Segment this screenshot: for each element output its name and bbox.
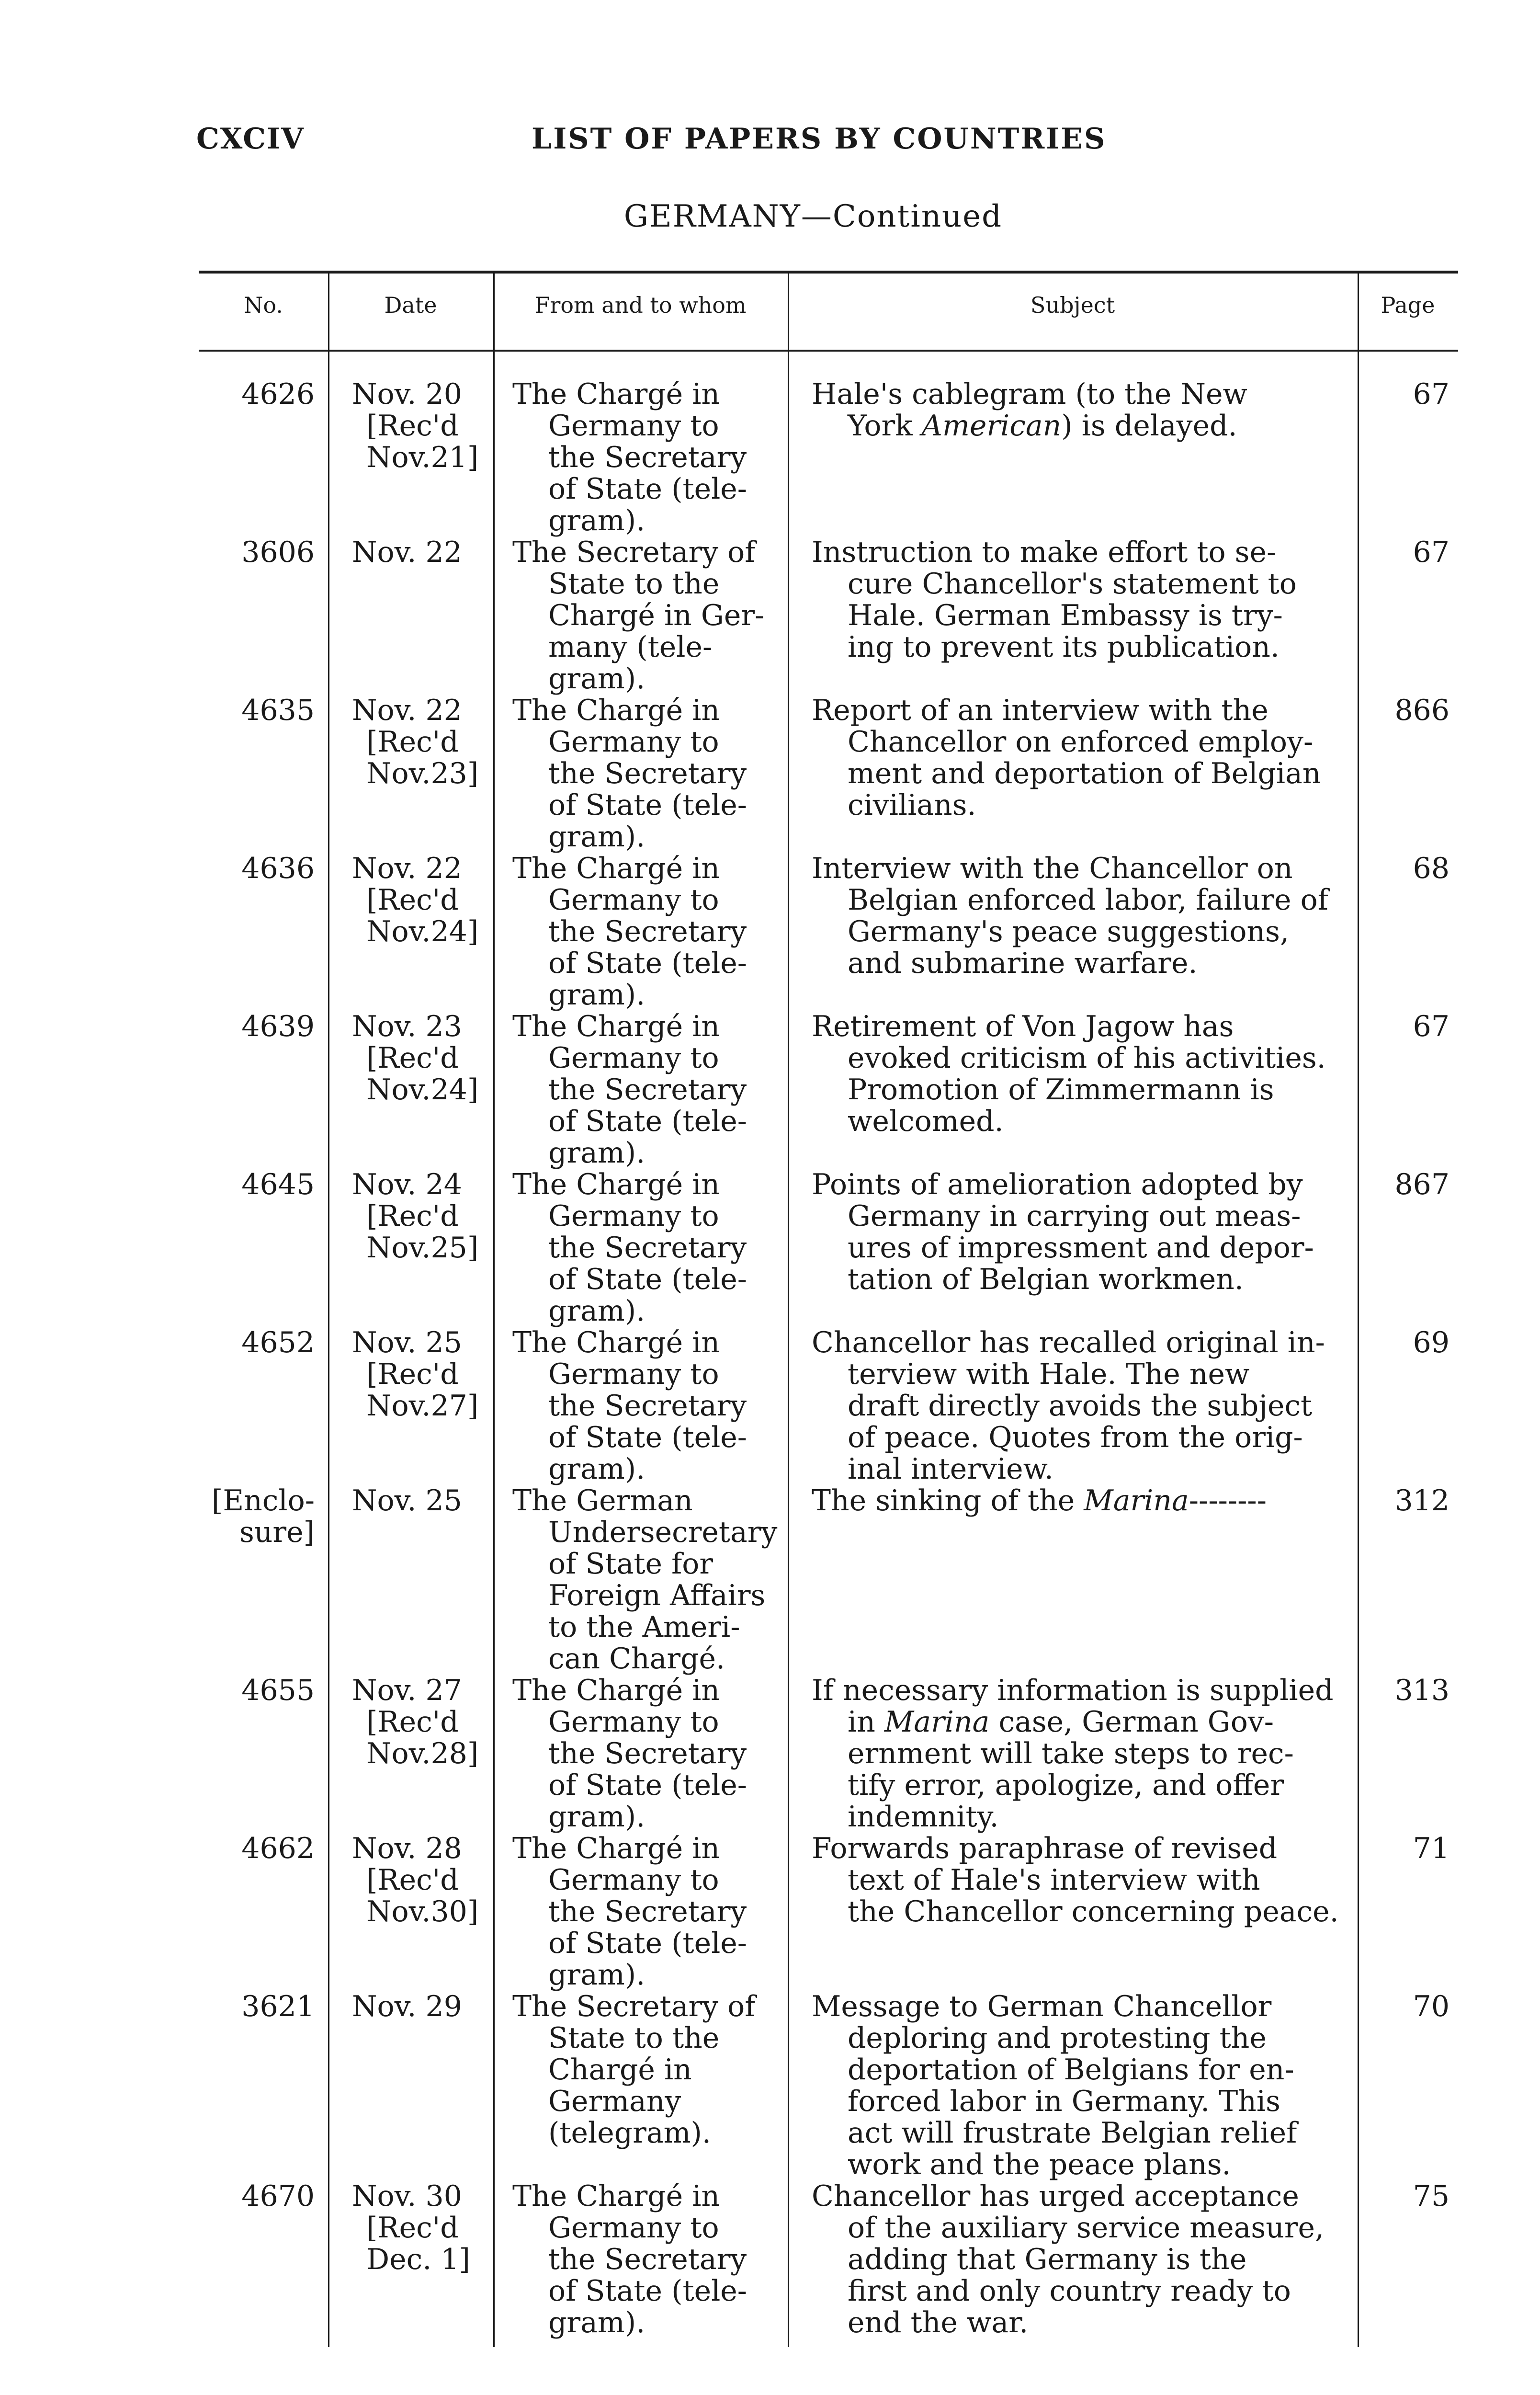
from-line: gram). — [548, 1958, 645, 1992]
subject — [788, 1327, 1358, 1485]
paper-number-text: 4645 — [241, 1168, 315, 1201]
column-header-date: Date — [384, 292, 437, 318]
page-ref-text: 68 — [1413, 852, 1449, 885]
paper-number-text: 4670 — [241, 2179, 315, 2213]
date-line: Nov. 28 — [352, 1832, 462, 1865]
date-line: [Rec'd — [366, 1705, 459, 1739]
page-ref-text: 67 — [1413, 1010, 1449, 1043]
page-ref — [1358, 853, 1458, 1011]
paper-number — [199, 695, 328, 853]
from-line: Germany to — [548, 1199, 719, 1233]
paper-number-text: sure] — [239, 1516, 315, 1549]
paper-date — [328, 1169, 493, 1327]
date-line: Nov. 25 — [352, 1484, 462, 1517]
from-line: of State (tele- — [548, 788, 747, 822]
from-line: State to the — [548, 2021, 720, 2055]
from-line: gram). — [548, 820, 645, 854]
papers-table-body — [199, 378, 1458, 2338]
from-line: of State (tele- — [548, 472, 747, 506]
from-line: The Chargé in — [512, 1674, 720, 1707]
paper-date — [328, 853, 493, 1011]
date-line: Nov. 22 — [352, 694, 462, 727]
subject-line: of the auxiliary service measure, — [848, 2211, 1325, 2245]
paper-number — [199, 1011, 328, 1169]
date-line: [Rec'd — [366, 1199, 459, 1233]
subject-line: Instruction to make effort to se- — [812, 536, 1277, 569]
paper-number — [199, 1833, 328, 1991]
column-header-page: Page — [1381, 292, 1435, 318]
table-row — [199, 1833, 1458, 1991]
page-ref — [1358, 1327, 1458, 1485]
table-top-rule — [199, 271, 1458, 274]
from-to-whom — [493, 1169, 788, 1327]
from-line: of State (tele- — [548, 1263, 747, 1296]
date-line: Nov. 29 — [352, 1990, 462, 2023]
page-ref — [1358, 1169, 1458, 1327]
from-line: Undersecretary — [548, 1516, 778, 1549]
date-line: Nov.28] — [366, 1737, 479, 1770]
from-line: The Chargé in — [512, 377, 720, 411]
date-line: Dec. 1] — [366, 2243, 470, 2276]
paper-number — [199, 1675, 328, 1833]
date-line: Nov.30] — [366, 1895, 479, 1928]
paper-date — [328, 1991, 493, 2180]
date-line: [Rec'd — [366, 409, 459, 443]
from-line: Chargé in Ger- — [548, 599, 765, 632]
page-ref-text: 312 — [1394, 1484, 1449, 1517]
subject-line: If necessary information is supplied — [812, 1674, 1334, 1707]
from-line: of State (tele- — [548, 2274, 747, 2308]
subject-line: Message to German Chancellor — [812, 1990, 1272, 2023]
from-line: Germany — [548, 2085, 681, 2118]
date-line: Nov. 20 — [352, 377, 462, 411]
from-line: The Chargé in — [512, 1326, 720, 1359]
from-line: The Chargé in — [512, 2179, 720, 2213]
from-line: gram). — [548, 2306, 645, 2339]
paper-number-text: 3621 — [241, 1990, 315, 2023]
subject — [788, 853, 1358, 1011]
subject-line: forced labor in Germany. This — [848, 2085, 1280, 2118]
page-header — [196, 122, 1470, 175]
subject — [788, 1011, 1358, 1169]
date-line: Nov. 24 — [352, 1168, 462, 1201]
subject — [788, 1675, 1358, 1833]
from-to-whom — [493, 2180, 788, 2338]
subject-line: terview with Hale. The new — [848, 1357, 1250, 1391]
from-line: Foreign Affairs — [548, 1579, 766, 1612]
page-ref-text: 867 — [1394, 1168, 1449, 1201]
table-row — [199, 1327, 1458, 1485]
table-row — [199, 2180, 1458, 2338]
subject — [788, 1833, 1358, 1991]
from-line: gram). — [548, 1800, 645, 1834]
subject-line: Chancellor has recalled original in- — [812, 1326, 1325, 1359]
page-ref-text: 67 — [1413, 377, 1449, 411]
paper-number-text: 4636 — [241, 852, 315, 885]
page-ref — [1358, 1011, 1458, 1169]
subject-line: act will frustrate Belgian relief — [848, 2116, 1297, 2150]
subject-line: adding that Germany is the — [848, 2243, 1247, 2276]
from-to-whom — [493, 1675, 788, 1833]
column-header-from: From and to whom — [534, 292, 747, 318]
page-ref-text: 313 — [1394, 1674, 1449, 1707]
date-line: Nov.21] — [366, 441, 479, 474]
from-line: Germany to — [548, 2211, 719, 2245]
from-line: Germany to — [548, 1863, 719, 1897]
paper-number-text: [Enclo- — [211, 1484, 315, 1517]
paper-number-text: 4639 — [241, 1010, 315, 1043]
from-line: Germany to — [548, 409, 719, 443]
from-line: the Secretary — [548, 1073, 747, 1106]
from-line: gram). — [548, 1136, 645, 1170]
paper-number — [199, 1485, 328, 1675]
subject-line: Interview with the Chancellor on — [812, 852, 1293, 885]
section-subtitle: GERMANY—Continued — [623, 199, 1003, 234]
subject — [788, 378, 1358, 536]
paper-number — [199, 1991, 328, 2180]
subject-line: deportation of Belgians for en- — [848, 2053, 1294, 2087]
from-line: of State (tele- — [548, 1927, 747, 1960]
page-ref — [1358, 1485, 1458, 1675]
subject-line: tify error, apologize, and offer — [848, 1768, 1284, 1802]
subject-line: evoked criticism of his activities. — [848, 1041, 1326, 1075]
from-line: The Chargé in — [512, 694, 720, 727]
from-line: The Chargé in — [512, 1832, 720, 1865]
page-ref — [1358, 1675, 1458, 1833]
paper-date — [328, 2180, 493, 2338]
from-to-whom — [493, 1833, 788, 1991]
from-line: The Chargé in — [512, 1010, 720, 1043]
subject-line: draft directly avoids the subject — [848, 1389, 1313, 1423]
subject-line: deploring and protesting the — [848, 2021, 1267, 2055]
paper-number-text: 4626 — [241, 377, 315, 411]
from-line: the Secretary — [548, 1895, 747, 1928]
table-row — [199, 1011, 1458, 1169]
paper-date — [328, 1675, 493, 1833]
table-row — [199, 1169, 1458, 1327]
subject — [788, 1169, 1358, 1327]
paper-date — [328, 695, 493, 853]
table-row — [199, 1485, 1458, 1675]
table-row — [199, 536, 1458, 695]
paper-date — [328, 378, 493, 536]
subject — [788, 1485, 1358, 1675]
subject-line: Germany's peace suggestions, — [848, 915, 1290, 948]
subject-line: tation of Belgian workmen. — [848, 1263, 1244, 1296]
subject-line: ernment will take steps to rec- — [848, 1737, 1294, 1770]
from-line: The German — [512, 1484, 693, 1517]
table-row — [199, 853, 1458, 1011]
from-line: gram). — [548, 662, 645, 696]
date-line: Nov.27] — [366, 1389, 479, 1423]
paper-number — [199, 853, 328, 1011]
running-title: LIST OF PAPERS BY COUNTRIES — [532, 122, 1107, 156]
from-line: to the Ameri- — [548, 1610, 740, 1644]
date-line: Nov. 22 — [352, 852, 462, 885]
subject-line: Germany in carrying out meas- — [848, 1199, 1301, 1233]
from-line: gram). — [548, 978, 645, 1012]
paper-number-text: 4652 — [241, 1326, 315, 1359]
table-header-rule — [199, 350, 1458, 352]
date-line: Nov. 23 — [352, 1010, 462, 1043]
date-line: [Rec'd — [366, 1357, 459, 1391]
from-line: gram). — [548, 1452, 645, 1486]
date-line: Nov.23] — [366, 757, 479, 790]
page-ref — [1358, 1991, 1458, 2180]
subject-line: Retirement of Von Jagow has — [812, 1010, 1234, 1043]
from-line: State to the — [548, 567, 720, 601]
from-to-whom — [493, 1485, 788, 1675]
subject-line: Hale. German Embassy is try- — [848, 599, 1283, 632]
date-line: Nov.24] — [366, 1073, 479, 1106]
page-ref — [1358, 2180, 1458, 2338]
subject-line: text of Hale's interview with — [848, 1863, 1260, 1897]
paper-number — [199, 378, 328, 536]
subject-line: Chancellor has urged acceptance — [812, 2179, 1299, 2213]
subject — [788, 1991, 1358, 2180]
page-ref-text: 75 — [1413, 2179, 1449, 2213]
from-to-whom — [493, 1011, 788, 1169]
from-to-whom — [493, 1327, 788, 1485]
from-line: the Secretary — [548, 2243, 747, 2276]
from-line: of State for — [548, 1547, 713, 1581]
subject-line: the Chancellor concerning peace. — [848, 1895, 1339, 1928]
paper-date — [328, 1327, 493, 1485]
paper-number — [199, 2180, 328, 2338]
subject — [788, 536, 1358, 695]
paper-number-text: 4655 — [241, 1674, 315, 1707]
from-line: The Chargé in — [512, 1168, 720, 1201]
column-header-subject: Subject — [1030, 292, 1115, 318]
subject-line: ures of impressment and depor- — [848, 1231, 1314, 1265]
page-ref — [1358, 536, 1458, 695]
from-line: of State (tele- — [548, 1105, 747, 1138]
subject-line: indemnity. — [848, 1800, 999, 1834]
from-line: the Secretary — [548, 1737, 747, 1770]
from-line: gram). — [548, 1294, 645, 1328]
subject-line: first and only country ready to — [848, 2274, 1291, 2308]
subject-line: welcomed. — [848, 1105, 1004, 1138]
from-line: the Secretary — [548, 757, 747, 790]
from-line: The Chargé in — [512, 852, 720, 885]
from-line: the Secretary — [548, 441, 747, 474]
from-to-whom — [493, 378, 788, 536]
subject-line: civilians. — [848, 788, 976, 822]
from-line: Germany to — [548, 883, 719, 917]
subject-line: Promotion of Zimmermann is — [848, 1073, 1274, 1106]
from-line: Germany to — [548, 1357, 719, 1391]
from-line: Germany to — [548, 1041, 719, 1075]
table-row — [199, 1675, 1458, 1833]
page-ref — [1358, 378, 1458, 536]
from-line: The Secretary of — [512, 1990, 756, 2023]
subject-line: end the war. — [848, 2306, 1029, 2339]
date-line: Nov. 25 — [352, 1326, 462, 1359]
subject-line: of peace. Quotes from the orig- — [848, 1421, 1303, 1454]
date-line: [Rec'd — [366, 2211, 459, 2245]
from-line: of State (tele- — [548, 1421, 747, 1454]
from-line: The Secretary of — [512, 536, 756, 569]
date-line: Nov. 30 — [352, 2179, 462, 2213]
date-line: [Rec'd — [366, 1863, 459, 1897]
page-ref — [1358, 1833, 1458, 1991]
paper-number-text: 4635 — [241, 694, 315, 727]
date-line: Nov.25] — [366, 1231, 479, 1265]
subject-line: work and the peace plans. — [848, 2148, 1231, 2181]
from-line: (telegram). — [548, 2116, 711, 2150]
from-line: gram). — [548, 504, 645, 537]
paper-date — [328, 1011, 493, 1169]
subject-line: Hale's cablegram (to the New — [812, 377, 1247, 411]
subject-line: Points of amelioration adopted by — [812, 1168, 1303, 1201]
table-row — [199, 695, 1458, 853]
subject-line: Report of an interview with the — [812, 694, 1268, 727]
date-line: Nov.24] — [366, 915, 479, 948]
subject-line: cure Chancellor's statement to — [848, 567, 1297, 601]
paper-date — [328, 1485, 493, 1675]
page-ref-text: 67 — [1413, 536, 1449, 569]
page-number: CXCIV — [196, 122, 305, 156]
from-line: Germany to — [548, 1705, 719, 1739]
subject-line: ment and deportation of Belgian — [848, 757, 1321, 790]
paper-number — [199, 1169, 328, 1327]
subject-line: The sinking of the Marina-------- — [812, 1484, 1267, 1517]
subject — [788, 2180, 1358, 2338]
subject-line: Forwards paraphrase of revised — [812, 1832, 1278, 1865]
date-line: Nov. 27 — [352, 1674, 462, 1707]
paper-date — [328, 1833, 493, 1991]
from-line: can Chargé. — [548, 1642, 725, 1676]
page-ref-text: 69 — [1413, 1326, 1449, 1359]
subject — [788, 695, 1358, 853]
paper-number-text: 3606 — [241, 536, 315, 569]
paper-number-text: 4662 — [241, 1832, 315, 1865]
from-to-whom — [493, 536, 788, 695]
subject-line: inal interview. — [848, 1452, 1053, 1486]
date-line: [Rec'd — [366, 725, 459, 759]
from-line: Chargé in — [548, 2053, 692, 2087]
subject-line: Belgian enforced labor, failure of — [848, 883, 1328, 917]
date-line: [Rec'd — [366, 1041, 459, 1075]
from-line: of State (tele- — [548, 1768, 747, 1802]
from-line: the Secretary — [548, 915, 747, 948]
table-row — [199, 378, 1458, 536]
subject-line: York American) is delayed. — [848, 409, 1237, 443]
page-ref-text: 866 — [1394, 694, 1449, 727]
paper-number — [199, 1327, 328, 1485]
page-ref-text: 71 — [1413, 1832, 1449, 1865]
from-to-whom — [493, 695, 788, 853]
table-row — [199, 1991, 1458, 2180]
from-line: many (tele- — [548, 630, 713, 664]
subject-line: in Marina case, German Gov- — [848, 1705, 1274, 1739]
column-header-no: No. — [244, 292, 283, 318]
subject-line: ing to prevent its publication. — [848, 630, 1280, 664]
from-to-whom — [493, 853, 788, 1011]
page-ref-text: 70 — [1413, 1990, 1449, 2023]
paper-date — [328, 536, 493, 695]
from-line: the Secretary — [548, 1389, 747, 1423]
subject-line: and submarine warfare. — [848, 947, 1198, 980]
date-line: Nov. 22 — [352, 536, 462, 569]
from-line: the Secretary — [548, 1231, 747, 1265]
from-line: of State (tele- — [548, 947, 747, 980]
from-line: Germany to — [548, 725, 719, 759]
page-ref — [1358, 695, 1458, 853]
subject-line: Chancellor on enforced employ- — [848, 725, 1314, 759]
paper-number — [199, 536, 328, 695]
from-to-whom — [493, 1991, 788, 2180]
date-line: [Rec'd — [366, 883, 459, 917]
